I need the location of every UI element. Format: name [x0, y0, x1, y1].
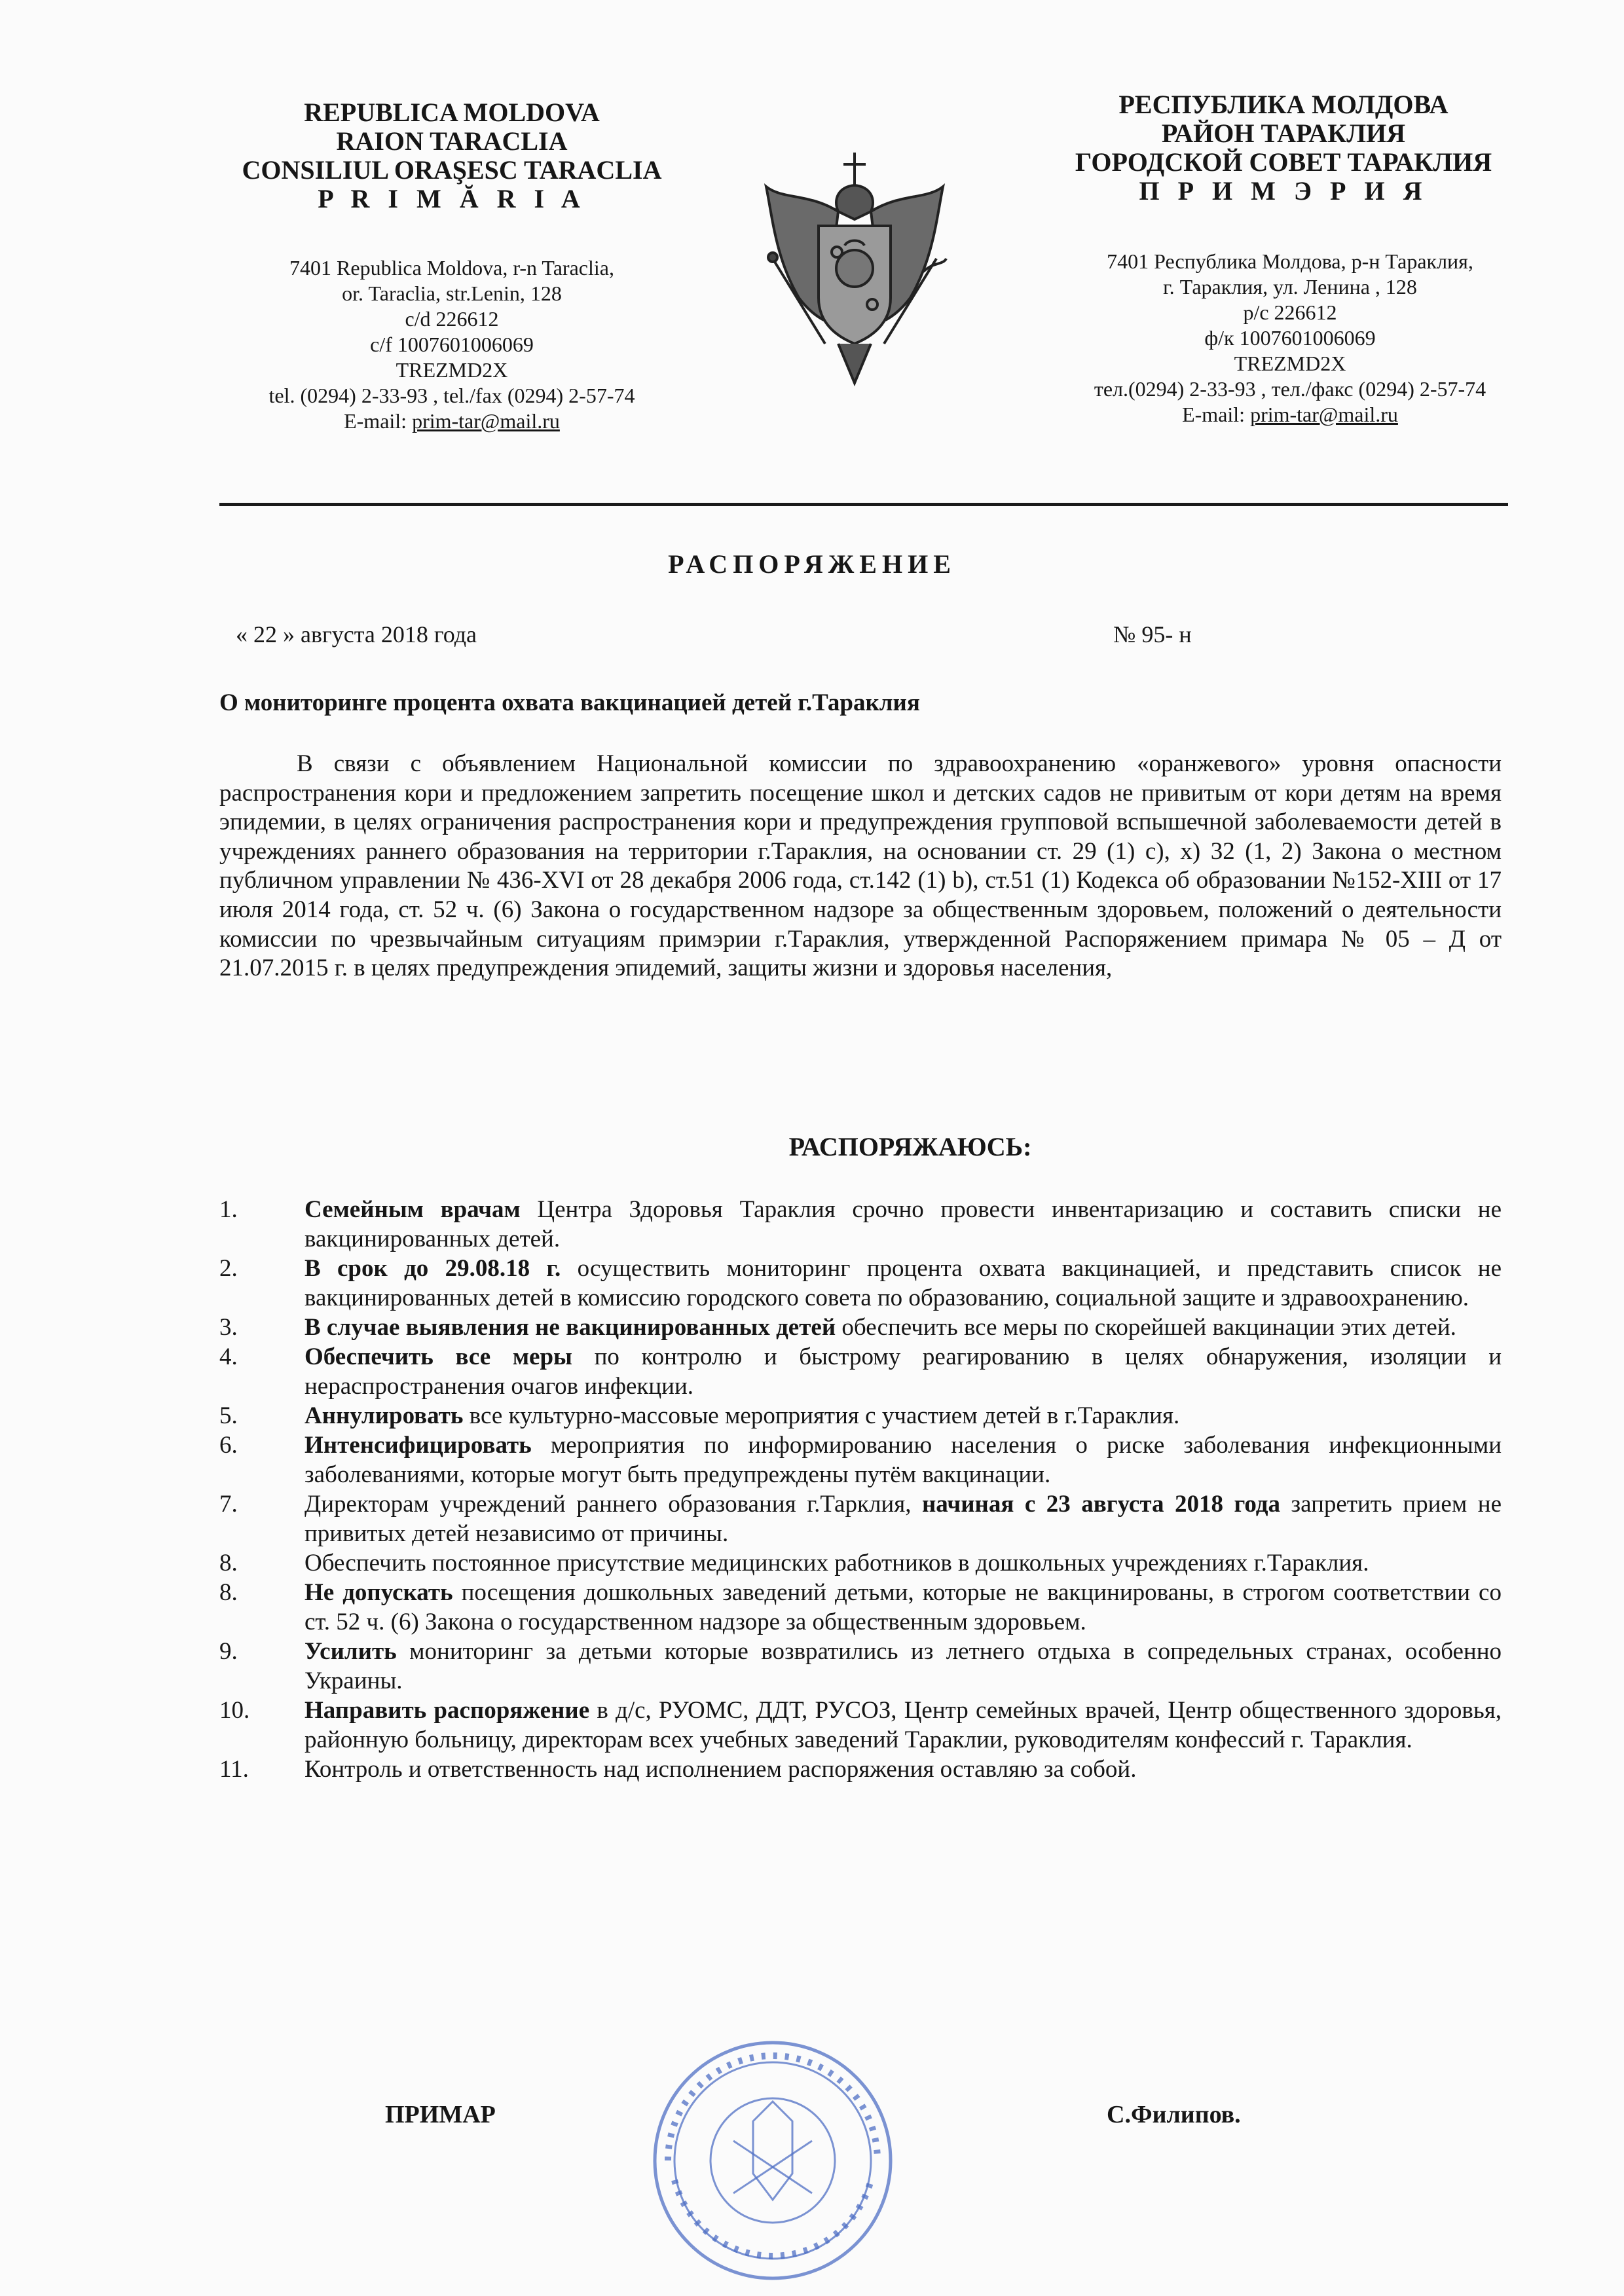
header-right-country: РЕСПУБЛИКА МОЛДОВА	[1118, 90, 1449, 119]
address-left-line: c/f 1007601006069	[370, 333, 534, 356]
item-number: 7.	[219, 1491, 238, 1518]
header-left	[216, 98, 688, 213]
list-item	[219, 1548, 1502, 1578]
item-text: Обеспечить постоянное присутствие медицинских работников в дошкольных учреждениях г.Тараклия.	[304, 1550, 1369, 1576]
item-number: 8.	[219, 1579, 238, 1606]
signatory-name: С.Филипов.	[1107, 2101, 1241, 2128]
item-text: осуществить мониторинг процента охвата вакцинацией, и представить список не вакцинированных детей в комиссию городского совета по образованию, социальной защите и здравоохранению.	[304, 1255, 1502, 1311]
header-right	[1022, 90, 1545, 206]
address-left-line: tel. (0294) 2-33-93 , tel./fax (0294) 2-57-74	[268, 384, 635, 407]
item-number: 5.	[219, 1402, 238, 1429]
item-number: 8.	[219, 1550, 238, 1576]
item-text: мероприятия по информированию населения о риске заболевания инфекционными заболеваниями, которые могут быть предупреждены путём вакцинации.	[304, 1432, 1502, 1488]
address-left-line: TREZMD2X	[396, 358, 508, 382]
item-bold-text: В срок до 29.08.18 г.	[304, 1255, 561, 1282]
item-bold-text: Усилить	[304, 1638, 397, 1665]
order-items-list	[219, 1195, 1502, 1784]
item-bold-text: Обеспечить все меры	[304, 1343, 572, 1370]
address-right-line: тел.(0294) 2-33-93 , тел./факс (0294) 2-57-74	[1094, 377, 1486, 401]
coat-of-arms-icon	[747, 147, 963, 409]
official-stamp-icon	[629, 2030, 917, 2291]
header-right-council: ГОРОДСКОЙ СОВЕТ ТАРАКЛИЯ	[1075, 147, 1492, 177]
header-left-office: P R I M Ă R I A	[318, 184, 586, 213]
item-number: 10.	[219, 1697, 250, 1724]
address-right-line: 7401 Республика Молдова, р-н Тараклия,	[1107, 249, 1473, 273]
list-item	[219, 1430, 1502, 1489]
decree-heading: РАСПОРЯЖАЮСЬ:	[788, 1132, 1032, 1161]
document-subject: О мониторинге процента охвата вакцинацией детей г.Тараклия	[219, 689, 920, 716]
item-text: обеспечить все меры по скорейшей вакцинации этих детей.	[836, 1314, 1456, 1341]
item-bold-text: В случае выявления не вакцинированных детей	[304, 1314, 836, 1341]
list-item	[219, 1195, 1502, 1254]
address-right-line: ф/к 1007601006069	[1204, 326, 1376, 350]
item-bold-text: Интенсифицировать	[304, 1432, 532, 1459]
list-item	[219, 1401, 1502, 1430]
item-number: 4.	[219, 1343, 238, 1370]
signatory-title: ПРИМАР	[385, 2101, 496, 2128]
list-item	[219, 1637, 1502, 1696]
header-left-council: CONSILIUL ORAŞESC TARACLIA	[242, 155, 662, 185]
email-label: E-mail:	[1182, 403, 1251, 426]
address-left-line: c/d 226612	[405, 307, 499, 331]
address-right-line: г. Тараклия, ул. Ленина , 128	[1163, 275, 1417, 299]
item-text: мониторинг за детьми которые возвратились из летнего отдыха в сопредельных странах, особенно Украины.	[304, 1638, 1502, 1694]
item-number: 9.	[219, 1638, 238, 1665]
list-item	[219, 1489, 1502, 1548]
header-divider	[219, 503, 1508, 506]
list-item	[219, 1313, 1502, 1342]
address-left	[196, 255, 707, 434]
item-bold-text: Аннулировать	[304, 1402, 464, 1429]
item-text: Контроль и ответственность над исполнением распоряжения оставляю за собой.	[304, 1756, 1137, 1783]
address-right-email	[1035, 402, 1545, 428]
item-lead-text: Директорам учреждений раннего образования г.Тарклия,	[304, 1491, 922, 1518]
item-number: 1.	[219, 1196, 238, 1223]
header-left-district: RAION TARACLIA	[336, 126, 568, 156]
item-text: Центра Здоровья Тараклия срочно провести инвентаризацию и составить списки не вакцинированных детей.	[304, 1196, 1502, 1252]
address-left-email	[196, 409, 707, 434]
item-bold-text: Не допускать	[304, 1579, 453, 1606]
header-right-office: П Р И М Э Р И Я	[1139, 176, 1428, 206]
document-title: РАСПОРЯЖЕНИЕ	[668, 549, 956, 579]
preamble-paragraph: В связи с объявлением Национальной комиссии по здравоохранению «оранжевого» уровня опасности распространения кори и предложением запретить посещение школ и детских садов не привитым от кори детям на время эпидемии, в целях ограничения распространения кори и предупреждения групповой вспышечной заболеваемости детей в учреждениях раннего образования на территории г.Тараклия, на основании ст. 29 (1) с), х) 32 (1, 2) Закона о местном публичном управлении № 436-XVI от 28 декабря 2006 года, ст.142 (1) b), ст.51 (1) Кодекса об образовании №152-XIII от 17 июля 2014 года, ст. 52 ч. (6) Закона о государственном надзоре за общественным здоровьем, положений о деятельности комиссии по чрезвычайным ситуациям примэрии г.Тараклия, утвержденной Распоряжением примара № 05 – Д от 21.07.2015 г. в целях предупреждения эпидемий, защиты жизни и здоровья населения,	[219, 750, 1502, 982]
list-item	[219, 1578, 1502, 1637]
header-left-country: REPUBLICA MOLDOVA	[304, 98, 600, 127]
header-right-district: РАЙОН ТАРАКЛИЯ	[1161, 118, 1406, 148]
document-number: № 95- н	[1113, 621, 1192, 647]
list-item	[219, 1342, 1502, 1401]
item-number: 11.	[219, 1756, 249, 1783]
item-text: запретить прием не привитых детей независимо от причины.	[304, 1491, 1502, 1547]
item-bold-text: начиная с 23 августа 2018 года	[921, 1491, 1281, 1518]
address-right	[1035, 249, 1545, 428]
item-text: по контролю и быстрому реагированию в целях обнаружения, изоляции и нераспространения очагов инфекции.	[304, 1343, 1502, 1400]
address-left-line: 7401 Republica Moldova, r-n Taraclia,	[289, 256, 614, 280]
list-item	[219, 1696, 1502, 1755]
email-link[interactable]: prim-tar@mail.ru	[412, 409, 560, 433]
item-text: в д/с, РУОМС, ДДТ, РУСОЗ, Центр семейных врачей, Центр общественного здоровья, районную больницу, директорам всех учебных заведений Тараклии, руководителям конфессий г. Тараклия.	[304, 1697, 1502, 1753]
document-date: « 22 » августа 2018 года	[236, 621, 477, 647]
email-label: E-mail:	[344, 409, 413, 433]
list-item	[219, 1755, 1502, 1784]
address-left-line: or. Taraclia, str.Lenin, 128	[342, 282, 562, 305]
list-item	[219, 1254, 1502, 1313]
item-number: 6.	[219, 1432, 238, 1459]
item-bold-text: Направить распоряжение	[304, 1697, 590, 1724]
item-number: 3.	[219, 1314, 238, 1341]
address-right-line: р/с 226612	[1243, 301, 1337, 324]
item-bold-text: Семейным врачам	[304, 1196, 521, 1223]
address-right-line: TREZMD2X	[1234, 352, 1346, 375]
email-link[interactable]: prim-tar@mail.ru	[1250, 403, 1398, 426]
item-number: 2.	[219, 1255, 238, 1282]
item-text: посещения дошкольных заведений детьми, которые не вакцинированы, в строгом соответствии со ст. 52 ч. (6) Закона о государственном надзоре за общественным здоровьем.	[304, 1579, 1502, 1635]
item-text: все культурно-массовые мероприятия с участием детей в г.Тараклия.	[463, 1402, 1180, 1429]
